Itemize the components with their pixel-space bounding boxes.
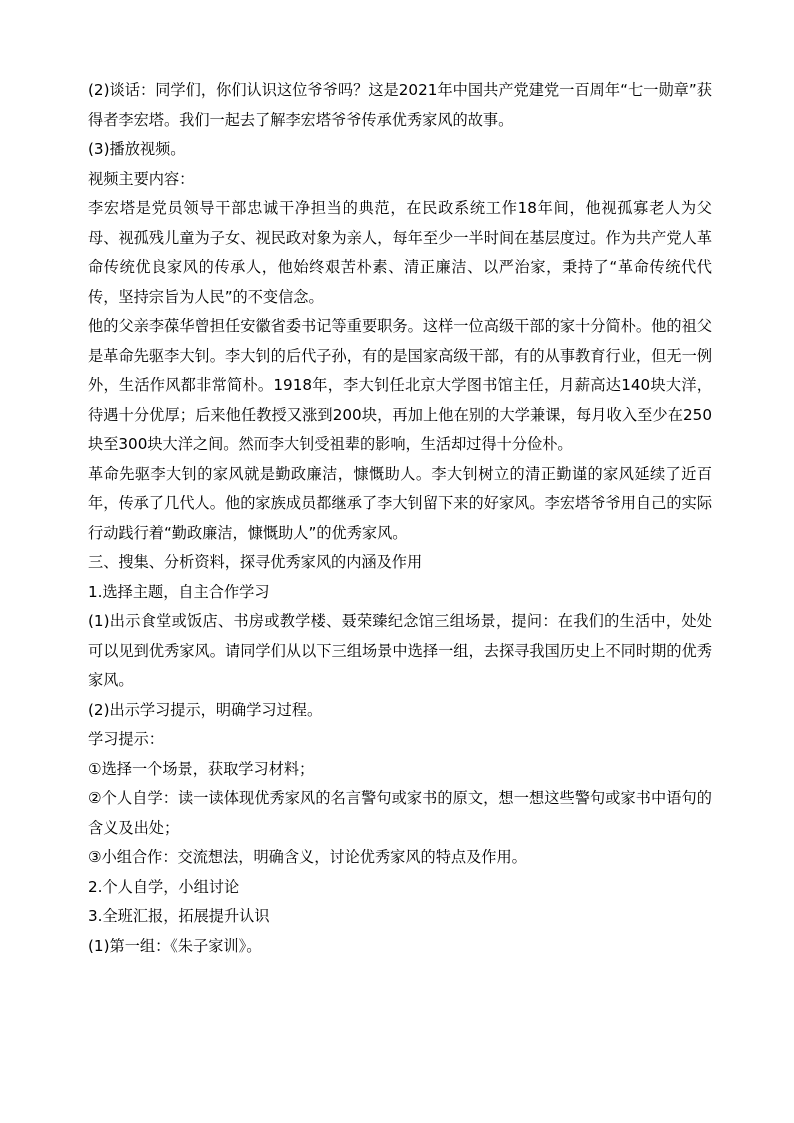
paragraph-group-one: (1)第一组：《朱子家训》。 xyxy=(88,936,262,955)
list-item-tip-3: ③小组合作：交流想法，明确含义，讨论优秀家风的特点及作用。 xyxy=(88,848,527,866)
paragraph-play-video: (3)播放视频。 xyxy=(88,140,186,158)
subheading-choose-topic: 1.选择主题，自主合作学习 xyxy=(88,582,270,601)
document-page xyxy=(88,76,712,961)
paragraph-scenes: (1)出示食堂或饭店、书房或教学楼、聂荣臻纪念馆三组场景，提问：在我们的生活中，处处可以见到优秀家风。请同学们从以下三组场景中选择一组，去探寻我国历史上不同时期的优秀家风。 xyxy=(88,612,712,689)
subheading-class-report: 3.全班汇报，拓展提升认识 xyxy=(88,907,270,925)
paragraph-talk: (2)谈话：同学们，你们认识这位爷爷吗？这是2021年中国共产党建党一百周年“七一勋章”获得者李宏塔。我们一起去了解李宏塔爷爷传承优秀家风的故事。 xyxy=(88,81,712,129)
paragraph-learning-tips-intro: (2)出示学习提示，明确学习过程。 xyxy=(88,700,323,719)
paragraph-family-style: 革命先驱李大钊的家风就是勤政廉洁，慷慨助人。李大钊树立的清正勤谨的家风延续了近百年，传承了几代人。他的家族成员都继承了李大钊留下来的好家风。李宏塔爷爷用自己的实际行动践行着“勤政廉洁，慷慨助人”的优秀家风。 xyxy=(88,464,712,542)
paragraph-learning-tips-label: 学习提示： xyxy=(88,730,164,748)
paragraph-li-hongta: 李宏塔是党员领导干部忠诚干净担当的典范，在民政系统工作18年间，他视孤寡老人为父母、视孤残儿童为子女、视民政对象为亲人，每年至少一半时间在基层度过。作为共产党人革命传统优良家风的传承人，他始终艰苦朴素、清正廉洁、以严治家，秉持了“革命传统代代传，坚持宗旨为人民”的不变信念。 xyxy=(88,199,712,306)
list-item-tip-2: ②个人自学：读一读体现优秀家风的名言警句或家书的原文，想一想这些警句或家书中语句的含义及出处； xyxy=(88,789,712,837)
list-item-tip-1: ①选择一个场景，获取学习材料； xyxy=(88,759,315,778)
paragraph-video-heading: 视频主要内容： xyxy=(88,169,195,188)
paragraph-li-dazhao-family: 他的父亲李葆华曾担任安徽省委书记等重要职务。这样一位高级干部的家十分简朴。他的祖父是革命先驱李大钊。李大钊的后代子孙，有的是国家高级干部，有的从事教育行业，但无一例外，生活作风都非常简朴。1918年，李大钊任北京大学图书馆主任，月薪高达140块大洋，待遇十分优厚；后来他任教授又涨到200块，再加上他在别的大学兼课，每月收入至少在250块至300块大洋之间。然而李大钊受祖辈的影响，生活却过得十分俭朴。 xyxy=(88,317,712,453)
subheading-self-study: 2.个人自学，小组讨论 xyxy=(88,877,240,896)
section-heading-three: 三、搜集、分析资料，探寻优秀家风的内涵及作用 xyxy=(88,553,423,571)
